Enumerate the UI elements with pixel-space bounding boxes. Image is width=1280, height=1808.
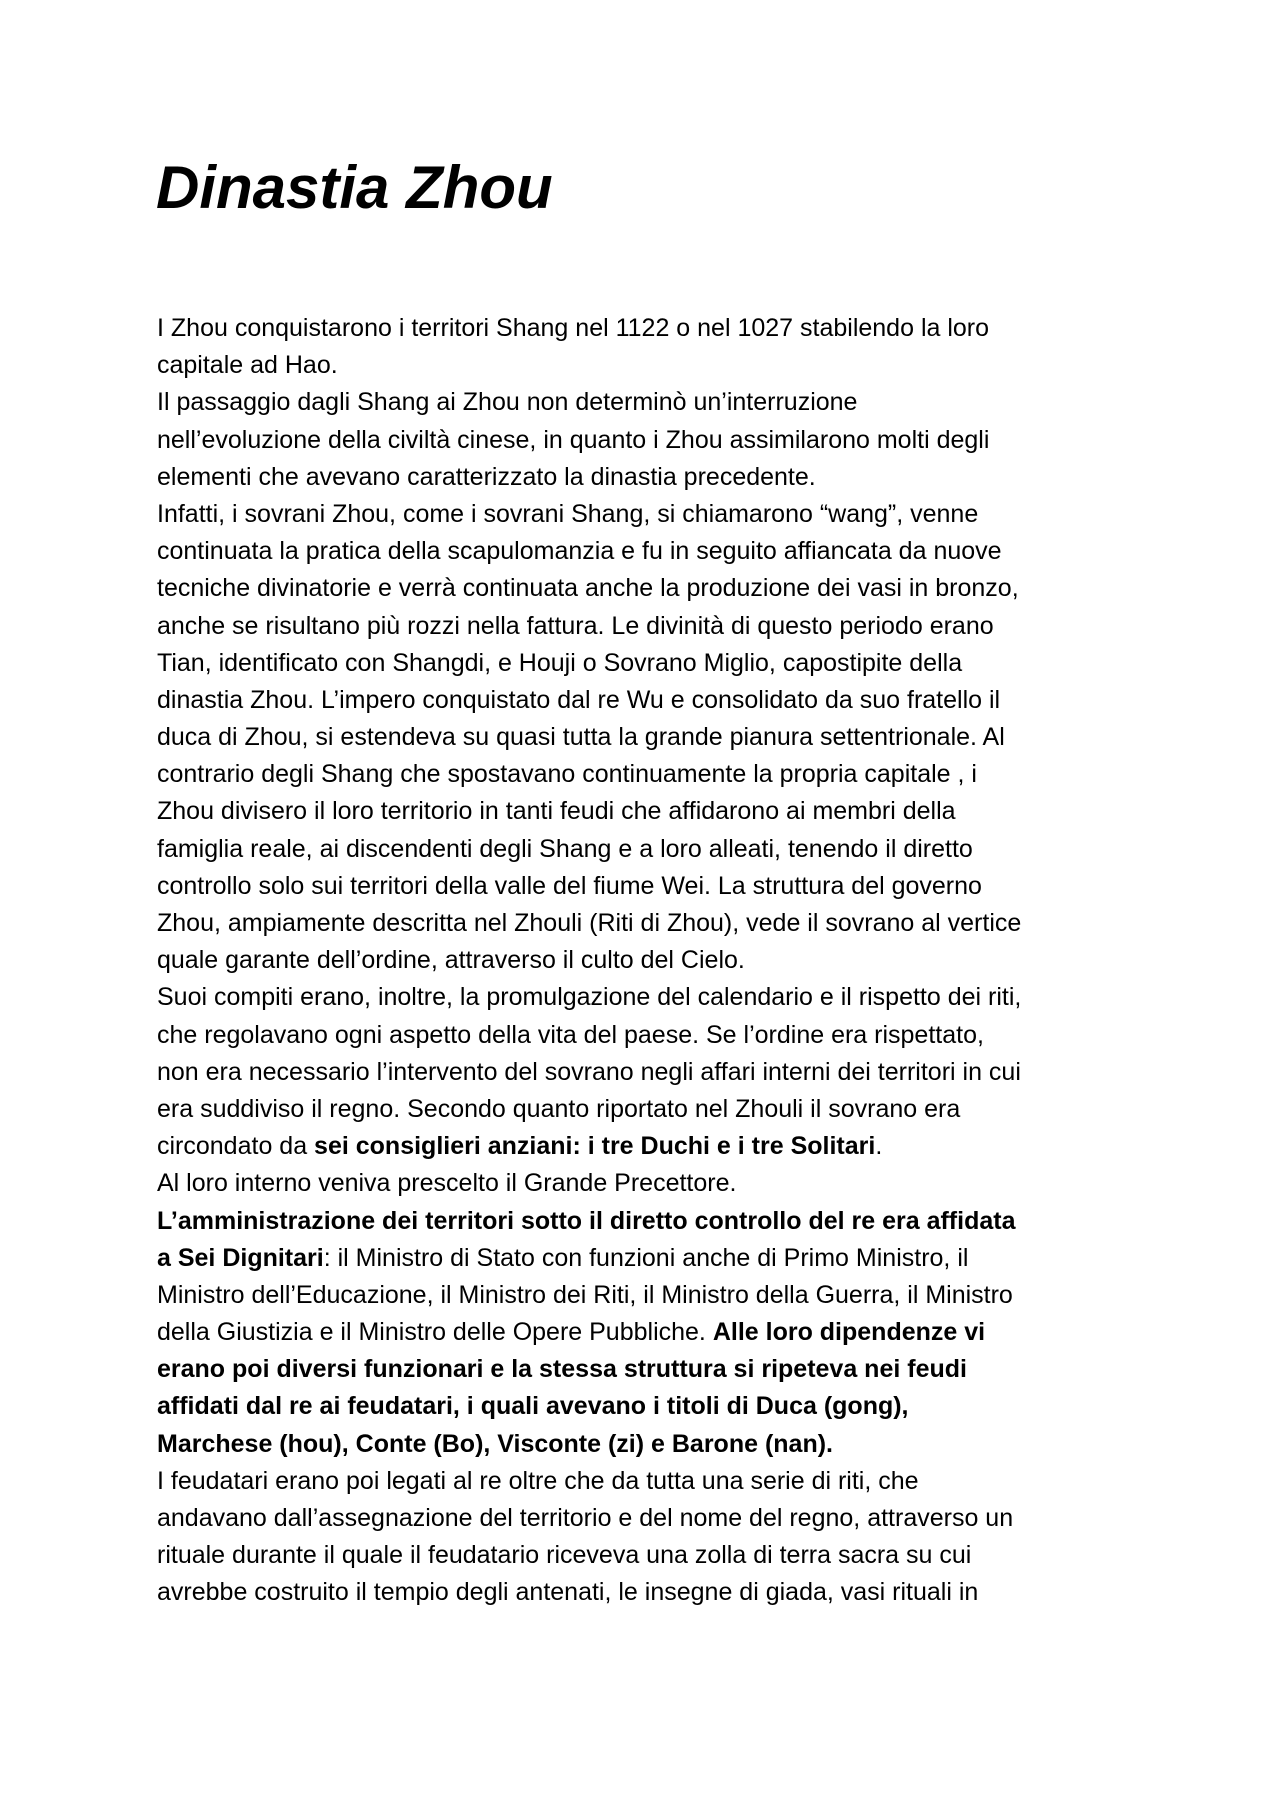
text-line — [157, 384, 1157, 421]
text-line — [157, 533, 1157, 570]
text-segment: rituale durante il quale il feudatario riceveva una zolla di terra sacra su cui — [157, 1541, 972, 1570]
text-segment: non era necessario l’intervento del sovrano negli affari interni dei territori in cui — [157, 1057, 1021, 1086]
text-line — [157, 979, 1157, 1016]
bold-text-segment: Alle loro dipendenze vi — [712, 1318, 986, 1347]
text-line — [157, 1426, 1157, 1463]
text-line — [157, 645, 1157, 682]
text-segment: della Giustizia e il Ministro delle Opere Pubbliche. — [157, 1318, 713, 1347]
text-line — [157, 496, 1157, 533]
bold-text-segment: a Sei Dignitari — [157, 1243, 324, 1272]
text-line — [157, 1351, 1157, 1388]
text-line — [157, 905, 1157, 942]
text-segment: Al loro interno veniva prescelto il Grande Precettore. — [157, 1169, 737, 1198]
text-line — [157, 1574, 1157, 1611]
text-line — [157, 1537, 1157, 1574]
text-line — [157, 942, 1157, 979]
bold-text-segment: affidati dal re ai feudatari, i quali avevano i titoli di Duca (gong), — [157, 1392, 909, 1421]
text-line — [157, 347, 1157, 384]
bold-text-segment: L’amministrazione dei territori sotto il diretto controllo del re era affidata — [157, 1206, 1016, 1235]
text-segment: andavano dall’assegnazione del territorio e del nome del regno, attraverso un — [157, 1504, 1014, 1532]
bold-text-segment: Marchese (hou), Conte (Bo), Visconte (zi) e Barone (nan). — [157, 1429, 833, 1458]
bold-text-segment: sei consiglieri anziani: i tre Duchi e i tre Solitari — [314, 1132, 876, 1161]
text-line — [157, 1091, 1157, 1128]
text-segment: Tian, identificato con Shangdi, e Houji o Sovrano Miglio, capostipite della — [157, 648, 963, 677]
text-line — [157, 1203, 1157, 1240]
bold-text-segment: erano poi diversi funzionari e la stessa struttura si ripeteva nei feudi — [157, 1355, 967, 1384]
text-line — [157, 1314, 1157, 1351]
document-body — [157, 310, 1157, 1612]
text-segment: . — [875, 1132, 883, 1161]
text-line — [157, 1128, 1157, 1165]
text-line — [157, 570, 1157, 607]
text-segment: circondato da — [157, 1132, 315, 1161]
text-line — [157, 1054, 1157, 1091]
text-line — [157, 1388, 1157, 1425]
text-segment: I Zhou conquistarono i territori Shang nel 1122 o nel 1027 stabilendo la loro — [157, 314, 990, 342]
text-segment: che regolavano ogni aspetto della vita del paese. Se l’ordine era rispettato, — [157, 1020, 984, 1049]
text-segment: Il passaggio dagli Shang ai Zhou non determinò un’interruzione — [157, 388, 858, 417]
text-line — [157, 793, 1157, 830]
text-line — [157, 310, 1157, 347]
page-title: Dinastia Zhou — [156, 154, 553, 221]
text-segment: Ministro dell’Educazione, il Ministro dei Riti, il Ministro della Guerra, il Ministro — [157, 1280, 1013, 1309]
text-segment: elementi che avevano caratterizzato la dinastia precedente. — [157, 462, 816, 491]
text-segment: I feudatari erano poi legati al re oltre che da tutta una serie di riti, che — [157, 1466, 919, 1495]
text-segment: nell’evoluzione della civiltà cinese, in quanto i Zhou assimilarono molti degli — [157, 425, 990, 454]
text-line — [157, 608, 1157, 645]
text-line — [157, 682, 1157, 719]
text-segment: capitale ad Hao. — [157, 351, 338, 380]
text-line — [157, 756, 1157, 793]
text-segment: Infatti, i sovrani Zhou, come i sovrani Shang, si chiamarono “wang”, venne — [157, 499, 979, 528]
text-segment: era suddiviso il regno. Secondo quanto riportato nel Zhouli il sovrano era — [157, 1094, 961, 1123]
text-line — [157, 1463, 1157, 1500]
text-line — [157, 1017, 1157, 1054]
text-line — [157, 1500, 1157, 1537]
text-segment: contrario degli Shang che spostavano continuamente la propria capitale , i — [157, 760, 977, 789]
text-line — [157, 868, 1157, 905]
text-segment: Zhou divisero il loro territorio in tanti feudi che affidarono ai membri della — [157, 797, 956, 826]
text-line — [157, 459, 1157, 496]
text-segment: controllo solo sui territori della valle del fiume Wei. La struttura del governo — [157, 871, 982, 900]
text-segment: dinastia Zhou. L’impero conquistato dal re Wu e consolidato da suo fratello il — [157, 685, 1001, 714]
text-line — [157, 1240, 1157, 1277]
text-segment: continuata la pratica della scapulomanzia e fu in seguito affiancata da nuove — [157, 537, 1002, 566]
text-segment: quale garante dell’ordine, attraverso il culto del Cielo. — [157, 946, 745, 975]
text-segment: tecniche divinatorie e verrà continuata anche la produzione dei vasi in bronzo, — [157, 574, 1019, 603]
text-line — [157, 1165, 1157, 1202]
text-line — [157, 719, 1157, 756]
text-segment: Zhou, ampiamente descritta nel Zhouli (Riti di Zhou), vede il sovrano al vertice — [157, 909, 1022, 937]
text-segment: duca di Zhou, si estendeva su quasi tutta la grande pianura settentrionale. Al — [157, 723, 1005, 752]
text-line — [157, 1277, 1157, 1314]
text-segment: famiglia reale, ai discendenti degli Shang e a loro alleati, tenendo il diretto — [157, 834, 973, 863]
text-line — [157, 831, 1157, 868]
text-line — [157, 422, 1157, 459]
text-segment: avrebbe costruito il tempio degli antenati, le insegne di giada, vasi rituali in — [157, 1578, 979, 1607]
text-segment: : il Ministro di Stato con funzioni anche di Primo Ministro, il — [323, 1243, 969, 1272]
text-segment: Suoi compiti erano, inoltre, la promulgazione del calendario e il rispetto dei riti, — [157, 983, 1022, 1012]
text-segment: anche se risultano più rozzi nella fattura. Le divinità di questo periodo erano — [157, 611, 994, 640]
